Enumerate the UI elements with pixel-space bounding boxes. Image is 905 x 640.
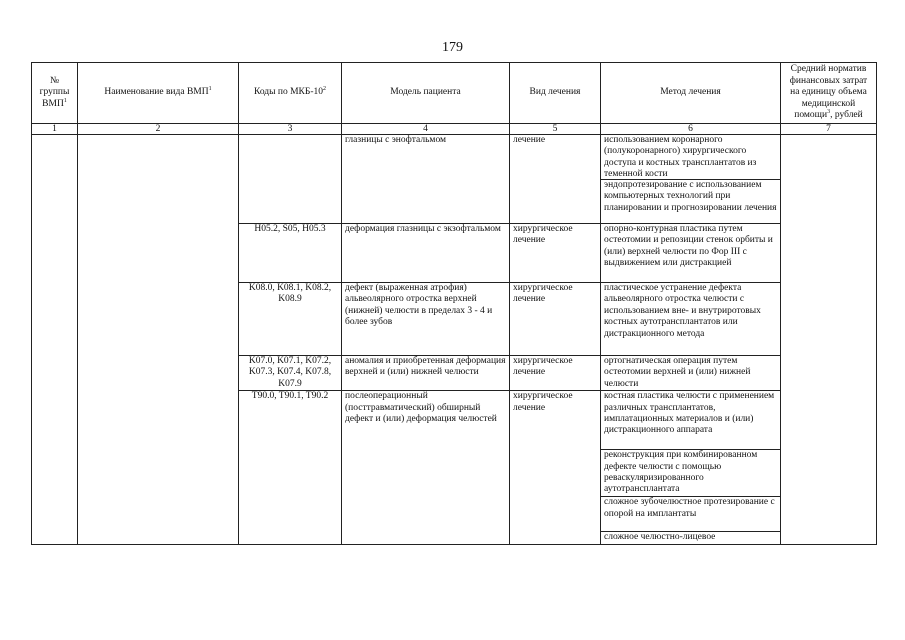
column-number: 2 — [78, 124, 239, 135]
patient-model-cell: глазницы с энофтальмом — [342, 135, 510, 224]
header-vmp-name: Наименование вида ВМП$^1$ — [78, 63, 239, 124]
icd-codes-cell: K07.0, K07.1, K07.2, K07.3, K07.4, K07.8, K07.9 — [239, 356, 342, 391]
page-number: 179 — [442, 40, 463, 55]
patient-model-cell: аномалия и приобретенная деформация верхней и (или) нижней челюсти — [342, 356, 510, 391]
method-item: ортогнатическая операция путем остеотомии верхней и (или) нижней челюсти — [604, 356, 751, 389]
table-row — [32, 135, 877, 224]
vmp-table — [31, 62, 877, 545]
icd-codes-cell: K08.0, K08.1, K08.2, K08.9 — [239, 283, 342, 356]
header-treatment-type: Вид лечения — [510, 63, 601, 124]
column-number-row — [32, 124, 877, 135]
column-number: 7 — [781, 124, 877, 135]
icd-codes-cell — [239, 135, 342, 224]
header-row — [32, 63, 877, 124]
method-item: сложное челюстно-лицевое — [601, 531, 780, 543]
vmp-name-cell — [78, 135, 239, 545]
patient-model-cell: дефект (выраженная атрофия) альвеолярного отростка верхней (нижней) челюсти в пределах 3 - 4 и более зубов — [342, 283, 510, 356]
icd-codes-cell: T90.0, T90.1, T90.2 — [239, 391, 342, 544]
treatment-method-cell — [601, 224, 781, 283]
method-item: реконструкция при комбинированном дефекте челюсти с помощью реваскуляризированного аутотрансплантата — [601, 449, 780, 496]
treatment-type-cell: хирургическое лечение — [510, 391, 601, 544]
header-cost-norm: Средний норматив финансовых затрат на единицу объема медицинской помощи$^3$, рублей — [781, 63, 877, 124]
icd-codes-cell: H05.2, S05, H05.3 — [239, 224, 342, 283]
patient-model-cell: деформация глазницы с экзофтальмом — [342, 224, 510, 283]
header-treatment-method: Метод лечения — [601, 63, 781, 124]
method-item: эндопротезирование с использованием компьютерных технологий при планировании и прогнозировании лечения — [601, 179, 780, 214]
treatment-type-cell: хирургическое лечение — [510, 224, 601, 283]
treatment-type-cell: лечение — [510, 135, 601, 224]
treatment-method-cell — [601, 283, 781, 356]
treatment-method-cell — [601, 391, 781, 544]
method-item: опорно-контурная пластика путем остеотомии и репозиции стенок орбиты и (или) верхней челюсти по Фор III с выдвижением или дистракцией — [604, 224, 773, 269]
column-number: 5 — [510, 124, 601, 135]
column-number: 1 — [32, 124, 78, 135]
method-item: сложное зубочелюстное протезирование с опорой на имплантаты — [601, 496, 780, 531]
header-group-number: № группы ВМП$^1$ — [32, 63, 78, 124]
treatment-method-cell — [601, 135, 781, 224]
treatment-method-cell — [601, 356, 781, 391]
column-number: 6 — [601, 124, 781, 135]
treatment-type-cell: хирургическое лечение — [510, 283, 601, 356]
column-number: 3 — [239, 124, 342, 135]
patient-model-cell: послеоперационный (посттравматический) обширный дефект и (или) деформация челюстей — [342, 391, 510, 544]
method-item: использованием коронарного (полукоронарного) хирургического доступа и костных трансплантатов из теменной кости — [604, 135, 757, 180]
treatment-type-cell: хирургическое лечение — [510, 356, 601, 391]
group-number-cell — [32, 135, 78, 545]
method-item: костная пластика челюсти с применением различных трансплантатов, имплатационных материалов и (или) дистракционного аппарата — [604, 391, 775, 436]
column-number: 4 — [342, 124, 510, 135]
header-patient-model: Модель пациента — [342, 63, 510, 124]
cost-norm-cell — [781, 135, 877, 545]
method-item: пластическое устранение дефекта альвеолярного отростка челюсти с использованием вне- и внутриротовых костных аутотрансплантатов или дистракционного метода — [604, 283, 761, 339]
header-icd-codes: Коды по МКБ-$10^2$ — [239, 63, 342, 124]
